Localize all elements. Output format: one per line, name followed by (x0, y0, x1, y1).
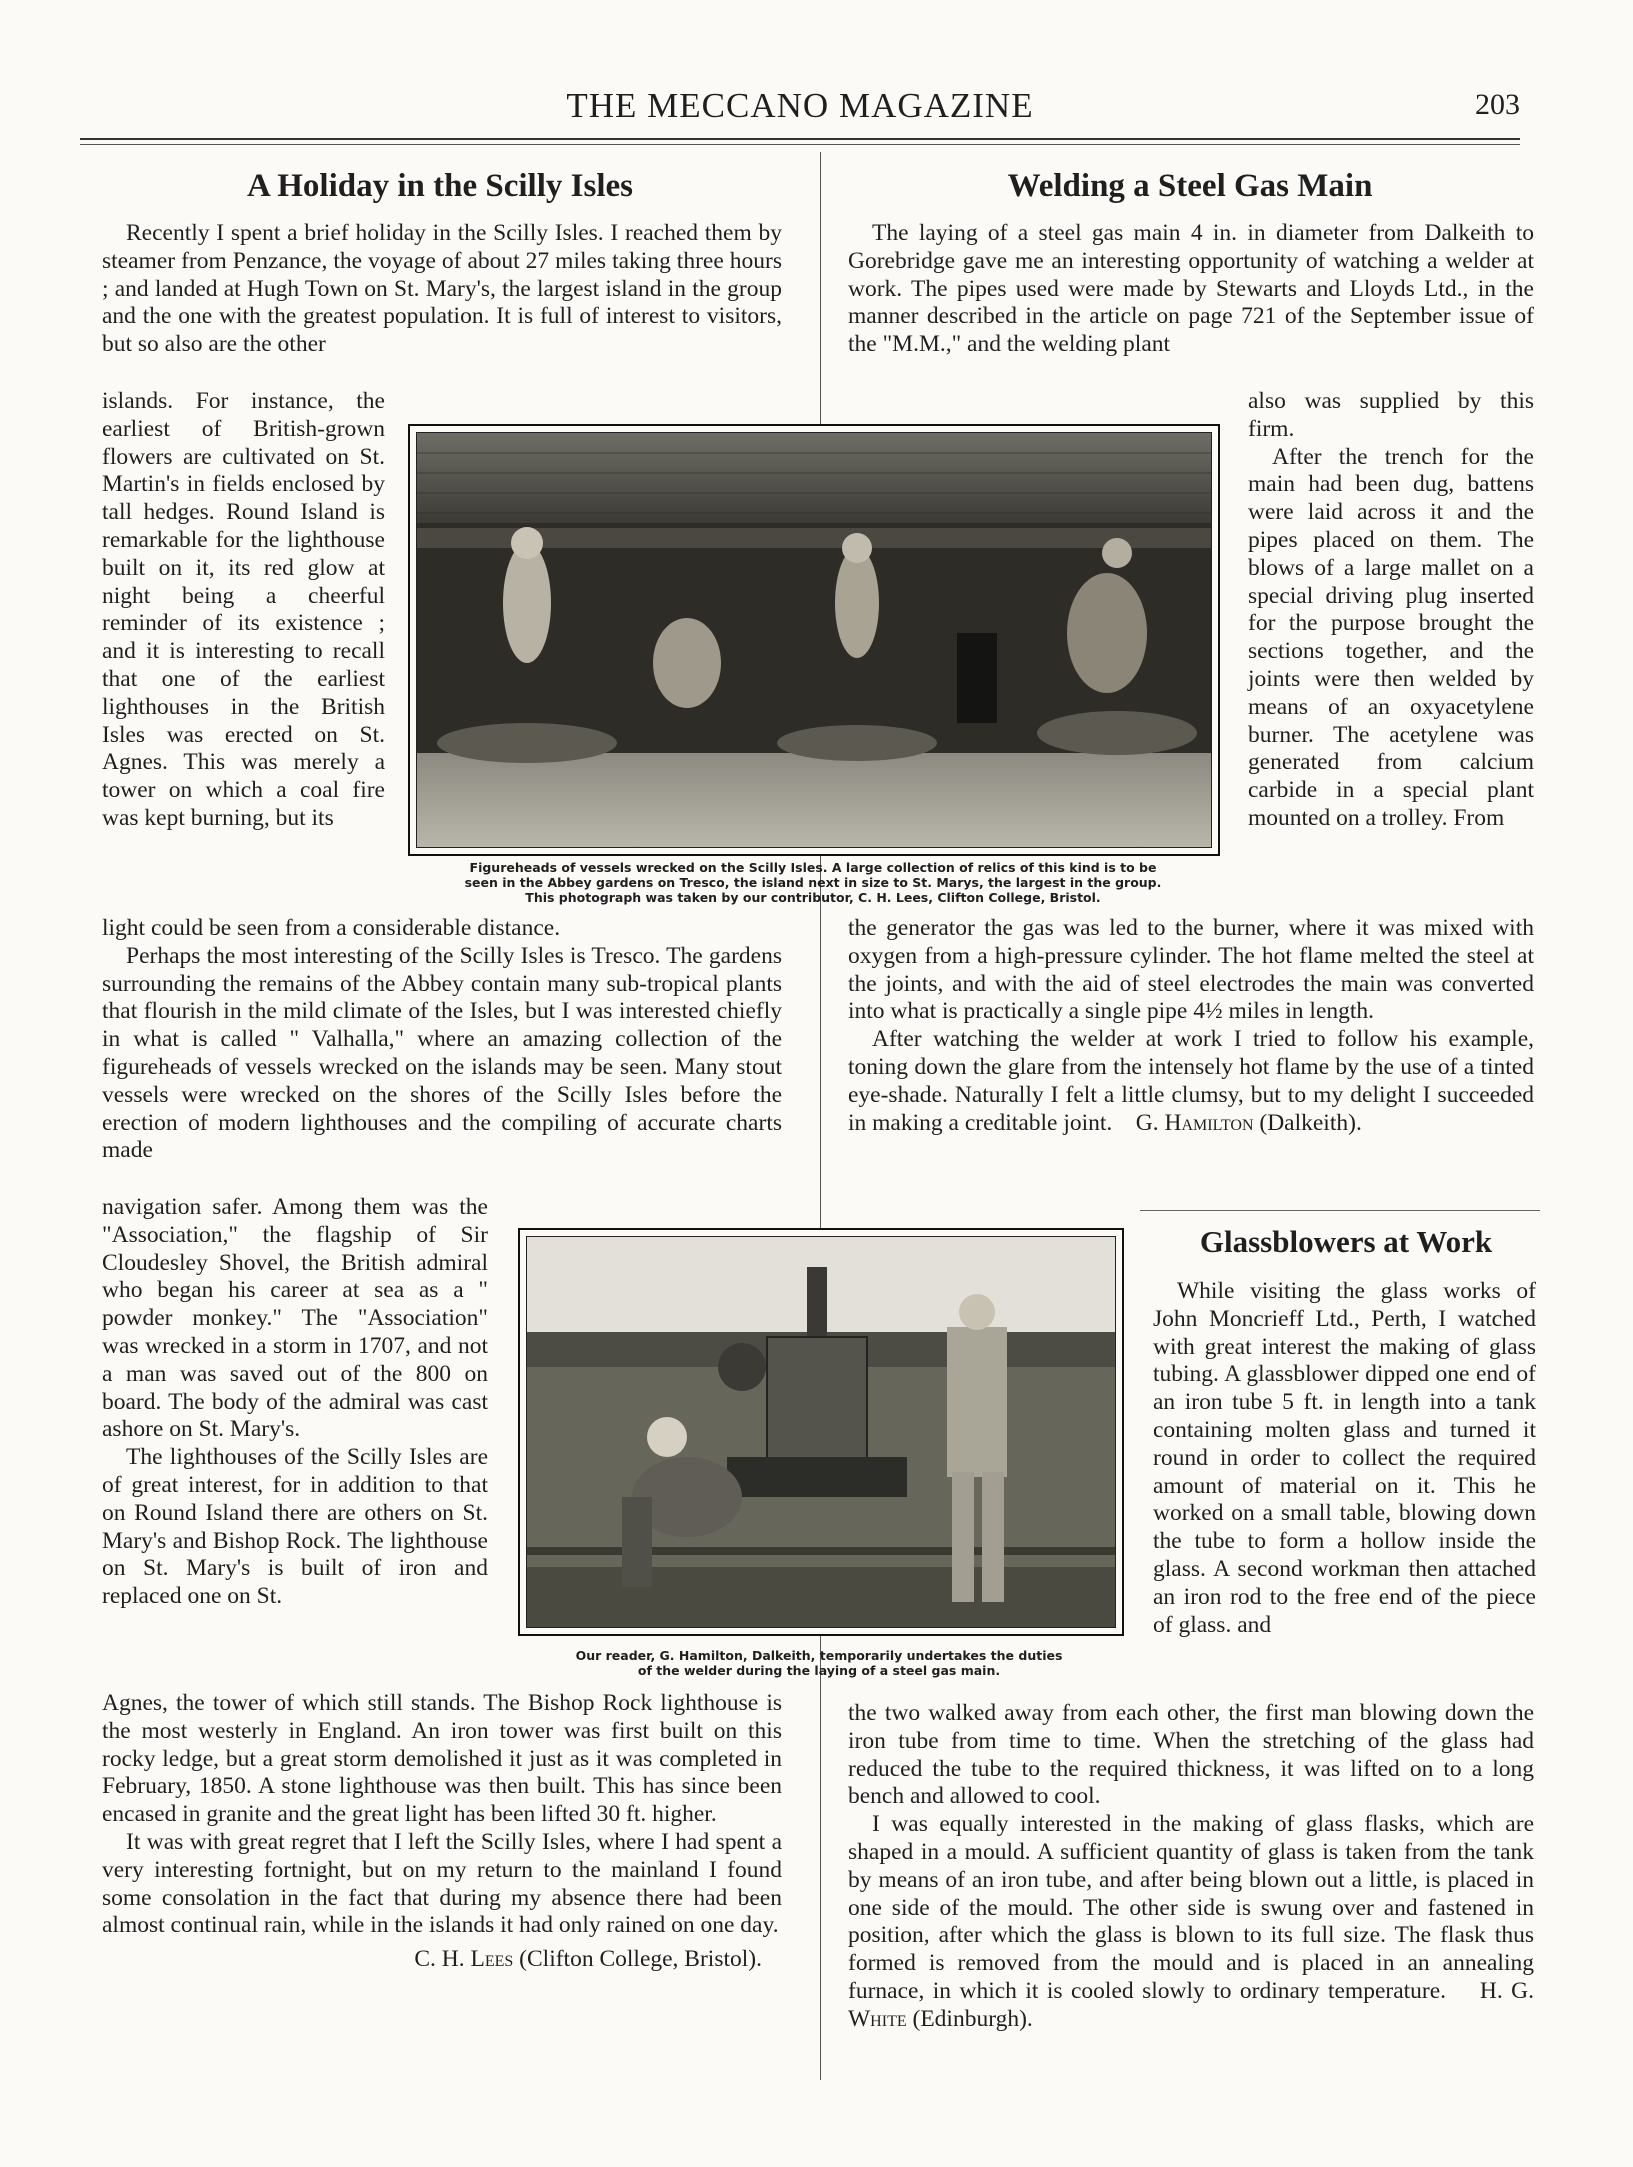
figureheads-photo (408, 424, 1220, 856)
glass-paragraph-1: While visiting the glass works of John Moncrieff Ltd., Perth, I watched with great interest the making of glass tubing. A glassblower dipped one end of an iron tube 5 ft. in length into a tank containing molten glass and turned it round in order to collect the required amount of material on it. This he worked on a small table, blowing down the tube to form a hollow inside the glass. A second workman then attached an iron rod to the free end of the piece of glass. and (1153, 1278, 1536, 1638)
caption-line: seen in the Abbey gardens on Tresco, the island next in size to St. Marys, the largest in the group. (464, 875, 1162, 890)
scilly-paragraph-1: Recently I spent a brief holiday in the Scilly Isles. I reached them by steamer from Penzance, the voyage of about 27 miles taking three hours ; and landed at Hugh Town on St. Mary's, the largest island in the group and the one with the greatest population. It is full of interest to visitors, but so also are the other (102, 220, 782, 358)
scilly-signature (102, 1946, 782, 1974)
article-title-scilly: A Holiday in the Scilly Isles (247, 168, 633, 204)
welder-photo (518, 1228, 1124, 1636)
welding-middle (848, 915, 1534, 1137)
glass-wrap-text (1153, 1278, 1536, 1639)
scilly-bottom (102, 1690, 782, 1974)
scilly-paragraph-3: The lighthouses of the Scilly Isles are of great interest, for in addition to that on Round Island there are others on St. Mary's and Bishop Rock. The lighthouse on St. Mary's is built of iron and replaced one on St. (102, 1444, 488, 1610)
author-name: C. H. Lees (414, 1946, 514, 1973)
welding-paragraph-1-cont: also was supplied by this firm. (1248, 388, 1534, 442)
glass-bottom (848, 1700, 1534, 2034)
scilly-paragraph-4: It was with great regret that I left the Scilly Isles, where I had spent a very interesting fortnight, but on my return to the mainland I found some consolation in the fact that during my absence there had been almost continual rain, while in the islands it had only rained on one day. (102, 1828, 782, 1939)
scilly-wrap-text-2 (102, 1194, 488, 1611)
glass-paragraph-2-text: I was equally interested in the making of glass flasks, which are shaped in a mould. A sufficient quantity of glass is taken from the tank by means of an iron tube, and after being blown out a little, is placed in one side of the mould. The other side is swung over and fastened in position, after which the glass is blown to its full size. The flask thus formed is removed from the mould and is placed in an annealing furnace, in which it is cooled slowly to ordinary temperature. (848, 1811, 1534, 2004)
welding-paragraph-1: The laying of a steel gas main 4 in. in diameter from Dalkeith to Gorebridge gave me an interesting opportunity of watching a welder at work. The pipes used were made by Stewarts and Lloyds Ltd., in the manner described in the article on page 721 of the September issue of the "M.M.," and the welding plant (848, 220, 1534, 358)
welding-paragraph-3 (848, 1026, 1534, 1137)
welding-paragraph-2-end: the generator the gas was led to the burner, where it was mixed with oxygen from a high-pressure cylinder. The hot flame melted the steel at the joints, and with the aid of steel electrodes the main was converted into what is practically a single pipe 4½ miles in length. (848, 915, 1534, 1025)
figureheads-illustration (417, 433, 1211, 847)
author-name: G. Hamilton (1135, 1109, 1254, 1136)
scilly-paragraph-2-cont: navigation safer. Among them was the "Association," the flagship of Sir Cloudesley Shovel, the British admiral who began his career at sea as a " powder monkey." The "Association" was wrecked in a storm in 1707, and not a man was saved out of the 800 on board. The body of the admiral was cast ashore on St. Mary's. (102, 1194, 488, 1443)
author-place: (Edinburgh). (912, 2005, 1033, 2032)
scilly-intro (102, 220, 782, 359)
caption-line: of the welder during the laying of a steel gas main. (637, 1663, 1001, 1678)
welding-intro (848, 220, 1534, 359)
scilly-wrap-text (102, 388, 385, 833)
author-name: H. G. White (848, 1977, 1534, 2032)
caption-line: This photograph was taken by our contributor, C. H. Lees, Clifton College, Bristol. (525, 890, 1101, 905)
caption-line: Figureheads of vessels wrecked on the Scilly Isles. A large collection of relics of this kind is to be (469, 860, 1157, 875)
scilly-paragraph-2: Perhaps the most interesting of the Scilly Isles is Tresco. The gardens surrounding the remains of the Abbey contain many sub-tropical plants that flourish in the mild climate of the Isles, but I was interested chiefly in what is called " Valhalla," where an amazing collection of the figureheads of vessels wrecked on the islands may be seen. Many stout vessels were wrecked on the shores of the Scilly Isles before the erection of modern lighthouses and the compiling of accurate charts made (102, 942, 782, 1164)
scilly-middle (102, 915, 782, 1165)
welder-illustration (527, 1237, 1115, 1627)
article-title-glass: Glassblowers at Work (1199, 1224, 1493, 1259)
caption-line: Our reader, G. Hamilton, Dalkeith, temporarily undertakes the duties (575, 1648, 1063, 1663)
scilly-paragraph-3-end: Agnes, the tower of which still stands. The Bishop Rock lighthouse is the most westerly in England. An iron tower was first built on this rocky ledge, but a great storm demolished it just as it was completed in February, 1850. A stone lighthouse was then built. This has since been encased in granite and the great light has been lifted 30 ft. higher. (102, 1690, 782, 1828)
author-place: (Dalkeith). (1259, 1109, 1362, 1136)
page-number: 203 (1475, 88, 1520, 121)
section-rule (1140, 1210, 1540, 1211)
scilly-paragraph-1-cont: islands. For instance, the earliest of British-grown flowers are cultivated on St. Martin's in fields enclosed by tall hedges. Round Island is remarkable for the lighthouse built on it, its red glow at night being a cheerful reminder of its existence ; and it is interesting to recall that one of the earliest lighthouses in the British Isles was erected on St. Agnes. This was merely a tower on which a coal fire was kept burning, but its (102, 388, 385, 831)
figureheads-caption (400, 860, 1226, 905)
header-rule (80, 138, 1520, 140)
welding-paragraph-3-text: After watching the welder at work I tried to follow his example, toning down the glare from the intensely hot flame by the use of a tinted eye-shade. Naturally I felt a little clumsy, but to my delight I succeeded in making a creditable joint. (848, 1026, 1534, 1136)
magazine-title: THE MECCANO MAGAZINE (566, 86, 1034, 125)
page-header (80, 86, 1520, 134)
author-place: (Clifton College, Bristol). (519, 1946, 762, 1973)
welding-paragraph-2: After the trench for the main had been dug, battens were laid across it and the pipes placed on them. The blows of a large mallet on a special driving plug inserted for the purpose brought the sections together, and the joints were then welded by means of an oxyacetylene burner. The acetylene was generated from calcium carbide in a special plant mounted on a trolley. From (1248, 443, 1534, 831)
welder-caption (512, 1648, 1126, 1678)
welding-wrap-text (1248, 388, 1534, 833)
glass-paragraph-1-end: the two walked away from each other, the first man blowing down the iron tube from time to time. When the stretching of the glass had reduced the tube to the required thickness, it was lifted on to a long bench and allowed to cool. (848, 1700, 1534, 1810)
article-title-welding: Welding a Steel Gas Main (1007, 168, 1373, 204)
glass-paragraph-2 (848, 1811, 1534, 2033)
header-rule-thin (80, 144, 1520, 145)
scilly-paragraph-1-end: light could be seen from a considerable distance. (102, 915, 561, 941)
